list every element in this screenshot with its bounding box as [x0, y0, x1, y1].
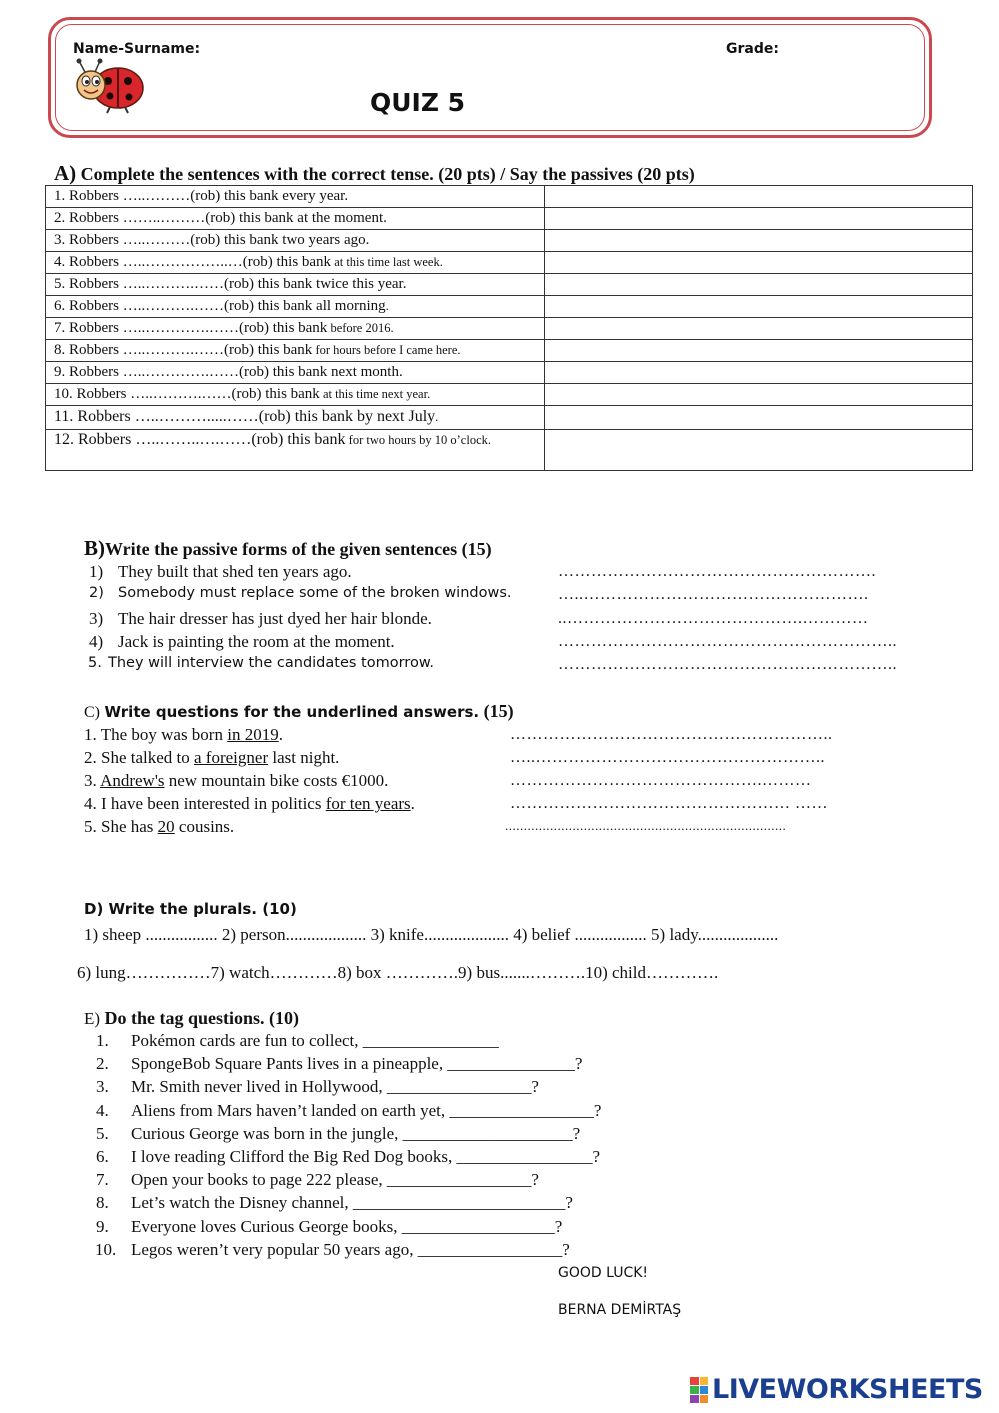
- header-box: [48, 17, 932, 138]
- answer-cell[interactable]: [545, 406, 973, 430]
- sentence-text: 1. Robbers …..………(rob) this bank every year.: [54, 188, 349, 204]
- tag-question-number: 4.: [96, 1100, 109, 1120]
- table-row: [46, 362, 973, 384]
- passive-item-text: They built that shed ten years ago.: [118, 562, 352, 581]
- tag-question-text[interactable]: Curious George was born in the jungle, ____________________?: [131, 1123, 581, 1143]
- passive-answer-line[interactable]: ………………………………………………….: [558, 563, 876, 580]
- quiz-title: QUIZ 5: [370, 88, 466, 117]
- sentence-text: 2. Robbers ……..………(rob) this bank at the moment.: [54, 210, 387, 226]
- question-text: last night.: [268, 748, 340, 767]
- answer-cell[interactable]: [545, 384, 973, 406]
- underlined-answer: a foreigner: [194, 748, 269, 767]
- table-row: [46, 252, 973, 274]
- sentence-time-text: at this time last week.: [331, 255, 443, 269]
- answer-cell[interactable]: [545, 362, 973, 384]
- section-b-title: B)Write the passive forms of the given sentences (15): [84, 536, 492, 560]
- sentence-cell: [46, 274, 545, 296]
- sentence-text: 11. Robbers …..……….....……(rob) this bank by next July: [54, 408, 436, 425]
- question-text: 1. The boy was born: [84, 725, 228, 744]
- table-row: [46, 186, 973, 208]
- question-text: 3.: [84, 771, 101, 790]
- passive-item-number: 3): [89, 609, 104, 628]
- answer-cell[interactable]: [545, 430, 973, 471]
- ladybug-icon: [70, 57, 146, 115]
- section-d-title: D) Write the plurals. (10): [84, 900, 297, 918]
- underlined-answer: Andrew's: [100, 771, 165, 790]
- question-text: .: [278, 725, 283, 744]
- sentence-text: 4. Robbers …..……………..…(rob) this bank: [54, 254, 332, 270]
- sentence-cell: [46, 430, 545, 471]
- sentence-cell: [46, 362, 545, 384]
- passive-item-text: Somebody must replace some of the broken windows.: [118, 585, 512, 601]
- section-a-title: A) Complete the sentences with the correct tense. (20 pts) / Say the passives (20 pts): [54, 161, 695, 185]
- table-row: [46, 406, 973, 430]
- answer-cell[interactable]: [545, 208, 973, 230]
- section-e-title: E) Do the tag questions. (10): [84, 1008, 300, 1028]
- question-text: 4. I have been interested in politics: [84, 794, 326, 813]
- sentence-time-text: .: [435, 410, 439, 424]
- question-text: 2. She talked to: [84, 748, 195, 767]
- answer-cell[interactable]: [545, 252, 973, 274]
- question-item: [84, 771, 388, 791]
- sentence-text: 9. Robbers …..………….……(rob) this bank next month.: [54, 364, 403, 380]
- passive-item-number: 2): [89, 585, 104, 601]
- sentence-cell: [46, 318, 545, 340]
- grade-label: Grade:: [726, 41, 779, 57]
- question-item: [84, 794, 415, 814]
- answer-cell[interactable]: [545, 274, 973, 296]
- section-c-title: C) Write questions for the underlined answers. (15): [84, 701, 514, 721]
- question-item: [84, 817, 234, 837]
- passive-answer-line[interactable]: ……………………………………………………..: [558, 656, 897, 673]
- answer-cell[interactable]: [545, 296, 973, 318]
- tag-question-number: 2.: [96, 1054, 109, 1074]
- table-row: [46, 318, 973, 340]
- sentence-cell: [46, 230, 545, 252]
- answer-cell[interactable]: [545, 230, 973, 252]
- passive-answer-line[interactable]: …..…………………………………………….: [558, 586, 869, 603]
- plurals-line-1: 1) sheep ................. 2) person................... 3) knife.................... 4) belief ................. 5) lady...................: [84, 925, 779, 944]
- sentence-text: 5. Robbers …..……….……(rob) this bank twice this year.: [54, 276, 407, 292]
- question-answer-line[interactable]: ……………………………………….………: [510, 772, 812, 789]
- table-row: [46, 340, 973, 362]
- question-item: [84, 725, 283, 745]
- sentence-cell: [46, 406, 545, 430]
- sentence-time-text: before 2016.: [327, 321, 394, 335]
- underlined-answer: in 2019: [227, 725, 279, 744]
- question-text: .: [410, 794, 415, 813]
- underlined-answer: 20: [157, 817, 175, 836]
- question-text: 5. She has: [84, 817, 158, 836]
- tag-question-text[interactable]: I love reading Clifford the Big Red Dog books, ________________?: [131, 1147, 601, 1166]
- liveworksheets-wordmark: LIVEWORKSHEETS: [712, 1374, 983, 1405]
- question-text: new mountain bike costs €1000.: [164, 771, 389, 790]
- passive-item-number: 1): [89, 562, 104, 581]
- sentence-text: 10. Robbers …..……….……(rob) this bank: [54, 386, 320, 402]
- underlined-answer: for ten years: [325, 794, 411, 813]
- sentence-text: 3. Robbers …..………(rob) this bank two years ago.: [54, 232, 370, 248]
- plurals-line-2: 6) lung……………7) watch…………8) box ………….9) bus.......……….10) child………….: [77, 963, 719, 982]
- table-row: [46, 208, 973, 230]
- sentence-cell: [46, 208, 545, 230]
- question-answer-line[interactable]: …………………………………………… ……: [510, 795, 828, 812]
- tag-question-text[interactable]: SpongeBob Square Pants lives in a pineapple, _______________?: [131, 1054, 583, 1074]
- table-row: [46, 230, 973, 252]
- answer-cell[interactable]: [545, 340, 973, 362]
- tag-question-number: 10.: [95, 1239, 117, 1259]
- tag-question-number: 8.: [96, 1193, 109, 1213]
- sentence-cell: [46, 252, 545, 274]
- sentence-text: 12. Robbers …..……..….……(rob) this bank: [54, 431, 346, 448]
- tag-question-number: 5.: [96, 1123, 109, 1143]
- name-surname-label: Name-Surname:: [73, 41, 201, 57]
- question-answer-line[interactable]: …………………………………………………..: [510, 726, 833, 743]
- table-row: [46, 296, 973, 318]
- tense-table: [45, 185, 973, 471]
- sentence-text: 7. Robbers …..………….……(rob) this bank: [54, 320, 328, 336]
- liveworksheets-logo: [690, 1374, 983, 1405]
- question-answer-line[interactable]: …..……………………………………………..: [510, 749, 825, 766]
- table-row: [46, 430, 973, 471]
- tag-question-text[interactable]: Mr. Smith never lived in Hollywood, _________________?: [131, 1077, 539, 1097]
- tag-question-text[interactable]: Open your books to page 222 please, _________________?: [131, 1170, 539, 1190]
- answer-cell[interactable]: [545, 318, 973, 340]
- sentence-time-text: at this time next year.: [319, 387, 431, 401]
- sentence-cell: [46, 384, 545, 406]
- sentence-cell: [46, 296, 545, 318]
- answer-cell[interactable]: [545, 186, 973, 208]
- passive-item-number: 4): [89, 632, 104, 651]
- sentence-time-text: .: [385, 299, 389, 313]
- passive-answer-line[interactable]: ……………………………………………………..: [558, 633, 897, 650]
- sentence-text: 6. Robbers …..……….……(rob) this bank all morning: [54, 298, 386, 314]
- sentence-cell: [46, 186, 545, 208]
- passive-item-number: 5.: [88, 655, 102, 671]
- tag-question-number: 3.: [96, 1077, 109, 1097]
- author-name: BERNA DEMİRTAŞ: [558, 1302, 682, 1318]
- tag-question-text[interactable]: Legos weren’t very popular 50 years ago, _________________?: [131, 1239, 570, 1259]
- passive-item-text: Jack is painting the room at the moment.: [118, 632, 395, 651]
- sentence-cell: [46, 340, 545, 362]
- tag-question-number: 9.: [96, 1216, 109, 1236]
- question-answer-line[interactable]: ...........................................................................: [505, 818, 787, 833]
- sentence-text: 8. Robbers …..……….……(rob) this bank: [54, 342, 313, 358]
- tag-question-text[interactable]: Everyone loves Curious George books, __________________?: [131, 1216, 563, 1236]
- passive-item-text: The hair dresser has just dyed her hair blonde.: [118, 609, 432, 628]
- tag-question-text[interactable]: Aliens from Mars haven’t landed on earth yet, _________________?: [131, 1100, 602, 1120]
- tag-question-number: 7.: [96, 1170, 109, 1190]
- liveworksheets-icon: [690, 1377, 708, 1403]
- good-luck-text: GOOD LUCK!: [558, 1265, 649, 1281]
- passive-item-text: They will interview the candidates tomorrow.: [108, 655, 434, 671]
- question-text: cousins.: [174, 817, 235, 836]
- sentence-time-text: for hours before I came here.: [312, 343, 461, 357]
- tag-question-number: 6.: [96, 1147, 109, 1166]
- passive-answer-line[interactable]: ..…………………………………….…………: [558, 610, 869, 627]
- table-row: [46, 384, 973, 406]
- sentence-time-text: for two hours by 10 o’clock.: [345, 433, 491, 447]
- tag-question-number: 1.: [96, 1031, 109, 1050]
- question-item: [84, 748, 339, 768]
- table-row: [46, 274, 973, 296]
- tag-question-text[interactable]: Pokémon cards are fun to collect, ________________: [131, 1031, 499, 1050]
- tag-question-text[interactable]: Let’s watch the Disney channel, _________________________?: [131, 1193, 573, 1213]
